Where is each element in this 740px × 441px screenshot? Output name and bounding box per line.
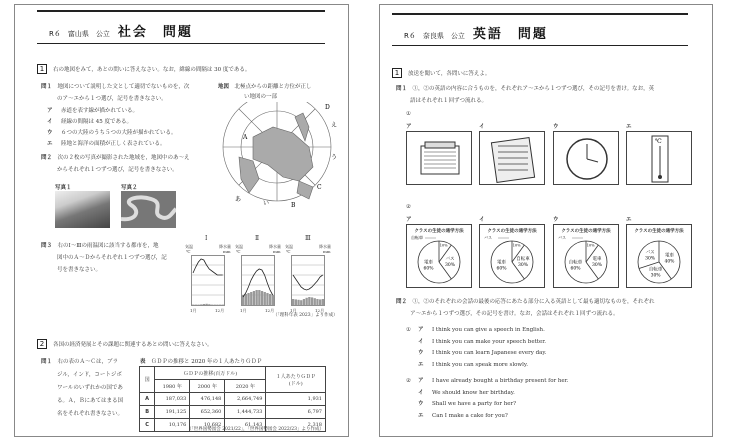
pie-title: クラスの生徒の通学方法	[414, 229, 464, 234]
map-mark-c: C	[317, 184, 322, 191]
row-country: C	[140, 419, 155, 432]
section-2-intro: 2 各国の経済発展とその課題に関連するあとの問いに答えなさい。	[37, 339, 213, 349]
option-key: ウ	[418, 350, 424, 356]
per-capita-cell: 6,797	[266, 406, 326, 419]
pie-slice-label: 自転車	[648, 267, 663, 273]
s2-question-line: ワールのいずれかの国であ	[57, 385, 123, 391]
gdp-cell: 61,143	[225, 419, 266, 432]
pie-title: クラスの生徒の通学方法	[561, 229, 611, 234]
question-1-line2: 語はそれぞれ１回ずつ流れる。	[410, 98, 488, 104]
calendar-icon	[407, 132, 471, 184]
answer-option	[406, 360, 528, 368]
pie-title: クラスの生徒の通学方法	[634, 229, 684, 234]
question-2: 問２ ①，②のそれぞれの会話の最後の応答にあたる部分に入る英語として最も適切なものを，それぞれ	[396, 299, 655, 305]
rain-axis-label: 降水量	[319, 244, 331, 249]
option-key: ア	[418, 378, 424, 384]
col-2000: 2000 年	[190, 380, 225, 393]
question-3-line2: 図中のＡ～Ｄからそれぞれ１つずつ選び，記	[57, 255, 167, 261]
col-country: 国	[140, 367, 155, 393]
rain-axis-label: 降水量	[269, 244, 281, 249]
page-title: R６ 奈良県 公立 英語 問題	[404, 27, 548, 42]
option-text: I think you can learn Japanese every day.	[432, 350, 547, 356]
option-key: エ	[418, 361, 424, 368]
pie-chart	[554, 225, 618, 287]
pie-slice-label: 自転車	[411, 235, 423, 240]
newspaper-picture	[479, 131, 545, 185]
pie-slice-label: 自転車	[516, 257, 530, 262]
thermometer-picture	[626, 131, 692, 185]
option-text: I think you can give a speech in English.	[432, 327, 545, 333]
option-key: エ	[47, 141, 53, 147]
pie-slice-label: 電車	[424, 260, 434, 266]
pie-slice-pct: 30%	[645, 256, 656, 262]
pie-slice-pct: 10%	[586, 243, 595, 248]
pie-slice-label: バス	[445, 257, 455, 262]
pie-chart-box	[553, 224, 619, 288]
pie-slice-label: 電車	[497, 260, 507, 266]
s2-question-line: ジル，インド，コートジボ	[57, 372, 122, 378]
rain-unit: mm	[323, 249, 331, 254]
question-2-line2: からそれぞれ１つずつ選び，記号を書きなさい。	[57, 167, 178, 173]
photo-1-mountain	[55, 191, 110, 228]
option-item	[47, 106, 138, 114]
pie-chart	[407, 225, 471, 287]
temp-unit: ℃	[186, 249, 191, 254]
gdp-cell: 187,033	[155, 393, 190, 406]
pie-chart	[627, 225, 691, 287]
group-number: ②	[406, 378, 411, 384]
english-exam-page	[379, 4, 713, 437]
question-2: 問２ 次の２枚の写真が撮影された地域を，地図中のあ～え	[41, 155, 190, 161]
option-text: I think you can make your speech better.	[432, 338, 547, 345]
option-key: ウ	[47, 130, 53, 136]
table-row	[140, 393, 326, 406]
choice-letter: ウ	[553, 217, 559, 223]
chart-label: Ⅱ	[255, 235, 260, 242]
rain-axis-label: 降水量	[219, 244, 231, 249]
per-capita-cell: 1,931	[266, 393, 326, 406]
pie-slice-pct: 30%	[517, 263, 529, 268]
pie-slice-pct: 30%	[591, 263, 603, 268]
temp-axis-label: 気温	[185, 244, 193, 249]
newspaper-icon	[480, 132, 544, 184]
option-key: イ	[418, 338, 424, 345]
pie-title: クラスの生徒の通学方法	[487, 229, 537, 234]
choice-letter: ウ	[553, 124, 559, 130]
pie-slice-label: 電車	[592, 257, 602, 262]
month-jan: 1月	[240, 308, 247, 313]
pie-slice-pct: 30%	[444, 263, 456, 268]
pie-chart-box	[626, 224, 692, 288]
answer-option	[406, 348, 547, 356]
pie-chart-box	[406, 224, 472, 288]
question-1: 問１ ①，②の英語の内容に合うものを，それぞれア～エから１つずつ選び，その記号を書け。なお，英	[396, 86, 655, 92]
pie-slice-pct: 60%	[570, 266, 581, 272]
choice-letter: イ	[479, 217, 485, 223]
group-number: ①	[406, 327, 411, 333]
gdp-cell: 10,176	[155, 419, 190, 432]
question-1-line2: のア～エから１つ選び，記号を書きなさい。	[57, 96, 167, 102]
divider	[37, 10, 325, 12]
map-mark-d: D	[325, 104, 330, 111]
gdp-cell: 476,148	[190, 393, 225, 406]
month-jan: 1月	[190, 308, 197, 313]
col-1980: 1980 年	[155, 380, 190, 393]
divider	[392, 13, 688, 15]
clock-picture	[553, 131, 619, 185]
option-text: I think you can speak more slowly.	[432, 361, 529, 368]
pie-slice-label: バス	[484, 235, 492, 240]
s2-question-1: 問１ 右の表のＡ～Ｃは，ブラ	[41, 359, 119, 365]
row-country: B	[140, 406, 155, 419]
col-gdp: ＧＤＰの推移(百万ドル)	[155, 367, 266, 380]
option-key: イ	[418, 389, 424, 396]
chart-label: Ⅲ	[305, 235, 311, 242]
map-mark-a-kana: あ	[235, 196, 242, 203]
answer-option	[406, 376, 568, 384]
map-mark-e-kana: え	[331, 122, 338, 129]
polar-map	[213, 97, 341, 209]
table-caption: 表 ＧＤＰの推移と 2020 年の１人あたりＧＤＰ	[140, 359, 263, 365]
map-mark-u-kana: う	[331, 154, 338, 161]
section-1-intro: 1 右の地図をみて，あとの問いに答えなさい。なお，緯線の間隔は 30 度である。	[37, 64, 250, 74]
month-jan: 1月	[290, 308, 297, 313]
option-item	[47, 128, 177, 136]
gdp-cell: 2,664,749	[225, 393, 266, 406]
temp-unit: ℃	[286, 249, 291, 254]
photo-2-river	[121, 191, 176, 228]
climate-chart	[191, 255, 225, 307]
pie-slice-label: 電車	[664, 253, 674, 259]
gdp-cell: 1,444,733	[225, 406, 266, 419]
svg-text:℃: ℃	[655, 138, 662, 145]
answer-option	[406, 399, 516, 407]
map-caption-line2: い地図の一部	[244, 94, 278, 100]
option-text: 赤道を表す線が描かれている。	[61, 108, 139, 114]
map-mark-b: B	[291, 202, 296, 209]
answer-option	[406, 325, 545, 333]
option-key: エ	[418, 412, 424, 419]
part-1-label: ①	[406, 111, 411, 117]
social-studies-exam-page	[14, 4, 349, 437]
option-text: We should know her birthday.	[432, 389, 515, 396]
calendar-picture	[406, 131, 472, 185]
choice-letter: ア	[406, 217, 412, 223]
question-1: 問１ 地図について説明した文として適切でないものを，次	[41, 84, 190, 90]
option-text: 陸地と海洋の面積が正しく表されている。	[61, 141, 166, 147]
section-1-intro: 1 放送を聞いて，各問いに答えよ。	[392, 68, 490, 78]
photo-1-label: 写真１	[55, 185, 72, 191]
gdp-cell: 652,360	[190, 406, 225, 419]
source-note: （「理科年表 2023」より作成）	[273, 313, 338, 318]
climate-chart	[291, 255, 325, 307]
divider	[37, 43, 325, 44]
part-2-label: ②	[406, 204, 411, 210]
map-mark-a: A	[243, 134, 248, 141]
option-text: I have already bought a birthday present for her.	[432, 378, 569, 384]
climate-chart	[241, 255, 275, 307]
option-item	[47, 139, 166, 147]
option-key: ア	[418, 327, 424, 333]
map-caption: 地図 北極点からの距離と方位が正し	[218, 84, 312, 90]
pie-slice-label: バス	[558, 235, 566, 240]
temp-axis-label: 気温	[235, 244, 243, 249]
choice-letter: エ	[626, 217, 632, 223]
s2-question-line: る。Ａ，Ｂにあてはまる国	[57, 398, 124, 404]
choice-letter: イ	[479, 124, 485, 130]
thermometer-icon	[627, 132, 691, 184]
option-key: イ	[47, 119, 53, 125]
choice-letter: ア	[406, 124, 412, 130]
divider	[392, 45, 688, 46]
s2-question-line: 名をそれぞれ書きなさい。	[57, 411, 124, 417]
pie-slice-pct: 10%	[439, 243, 448, 248]
pie-slice-label: 自転車	[568, 260, 583, 266]
pie-slice-pct: 10%	[512, 243, 521, 248]
question-2-line2: ア～エから１つずつ選び，その記号を書け。なお，会話はそれぞれ１回ずつ流れる。	[410, 311, 619, 317]
rain-unit: mm	[273, 249, 281, 254]
pie-chart-box	[479, 224, 545, 288]
option-text: ６つの大陸のうち５つの大陸が描かれている。	[61, 130, 177, 136]
per-capita-cell: 2,318	[266, 419, 326, 432]
answer-option	[406, 411, 508, 419]
temp-unit: ℃	[236, 249, 241, 254]
option-key: ウ	[418, 401, 424, 407]
option-item	[47, 117, 132, 125]
answer-option	[406, 388, 515, 396]
pie-slice-pct: 30%	[650, 273, 661, 279]
photo-2-label: 写真２	[121, 185, 138, 191]
pie-slice-pct: 40%	[664, 259, 675, 265]
month-dec: 12月	[315, 308, 325, 313]
col-2020: 2020 年	[225, 380, 266, 393]
row-country: A	[140, 393, 155, 406]
option-text: Shall we have a party for her?	[432, 401, 517, 407]
gdp-table	[139, 366, 326, 432]
page-title: R６ 富山県 公立 社会 問題	[49, 25, 193, 40]
option-text: Can I make a cake for you?	[432, 412, 508, 419]
gdp-cell: 10,682	[190, 419, 225, 432]
option-key: ア	[47, 108, 53, 114]
gdp-cell: 191,125	[155, 406, 190, 419]
rain-unit: mm	[223, 249, 231, 254]
pie-slice-pct: 60%	[423, 266, 434, 272]
pie-slice-pct: 60%	[496, 266, 507, 272]
map-mark-i-kana: い	[263, 200, 270, 207]
choice-letter: エ	[626, 124, 632, 130]
pie-chart	[480, 225, 544, 287]
table-row	[140, 406, 326, 419]
temp-axis-label: 気温	[285, 244, 293, 249]
question-3: 問３ 右のⅠ～Ⅲの雨温図に該当する都市を，地	[41, 243, 159, 249]
answer-option	[406, 337, 546, 345]
clock-icon	[554, 132, 618, 184]
month-dec: 12月	[215, 308, 225, 313]
question-3-line3: 号を書きなさい。	[57, 267, 102, 273]
month-dec: 12月	[265, 308, 275, 313]
chart-label: Ⅰ	[205, 235, 208, 242]
option-text: 経線の間隔は 45 度である。	[61, 119, 132, 125]
col-per-capita: １人あたりＧＤＰ (ドル)	[266, 367, 326, 393]
table-source: （「世界国勢図会 2021/22」，「世界国勢図会 2022/23」より作成）	[187, 427, 324, 432]
pie-slice-label: バス	[645, 250, 655, 256]
